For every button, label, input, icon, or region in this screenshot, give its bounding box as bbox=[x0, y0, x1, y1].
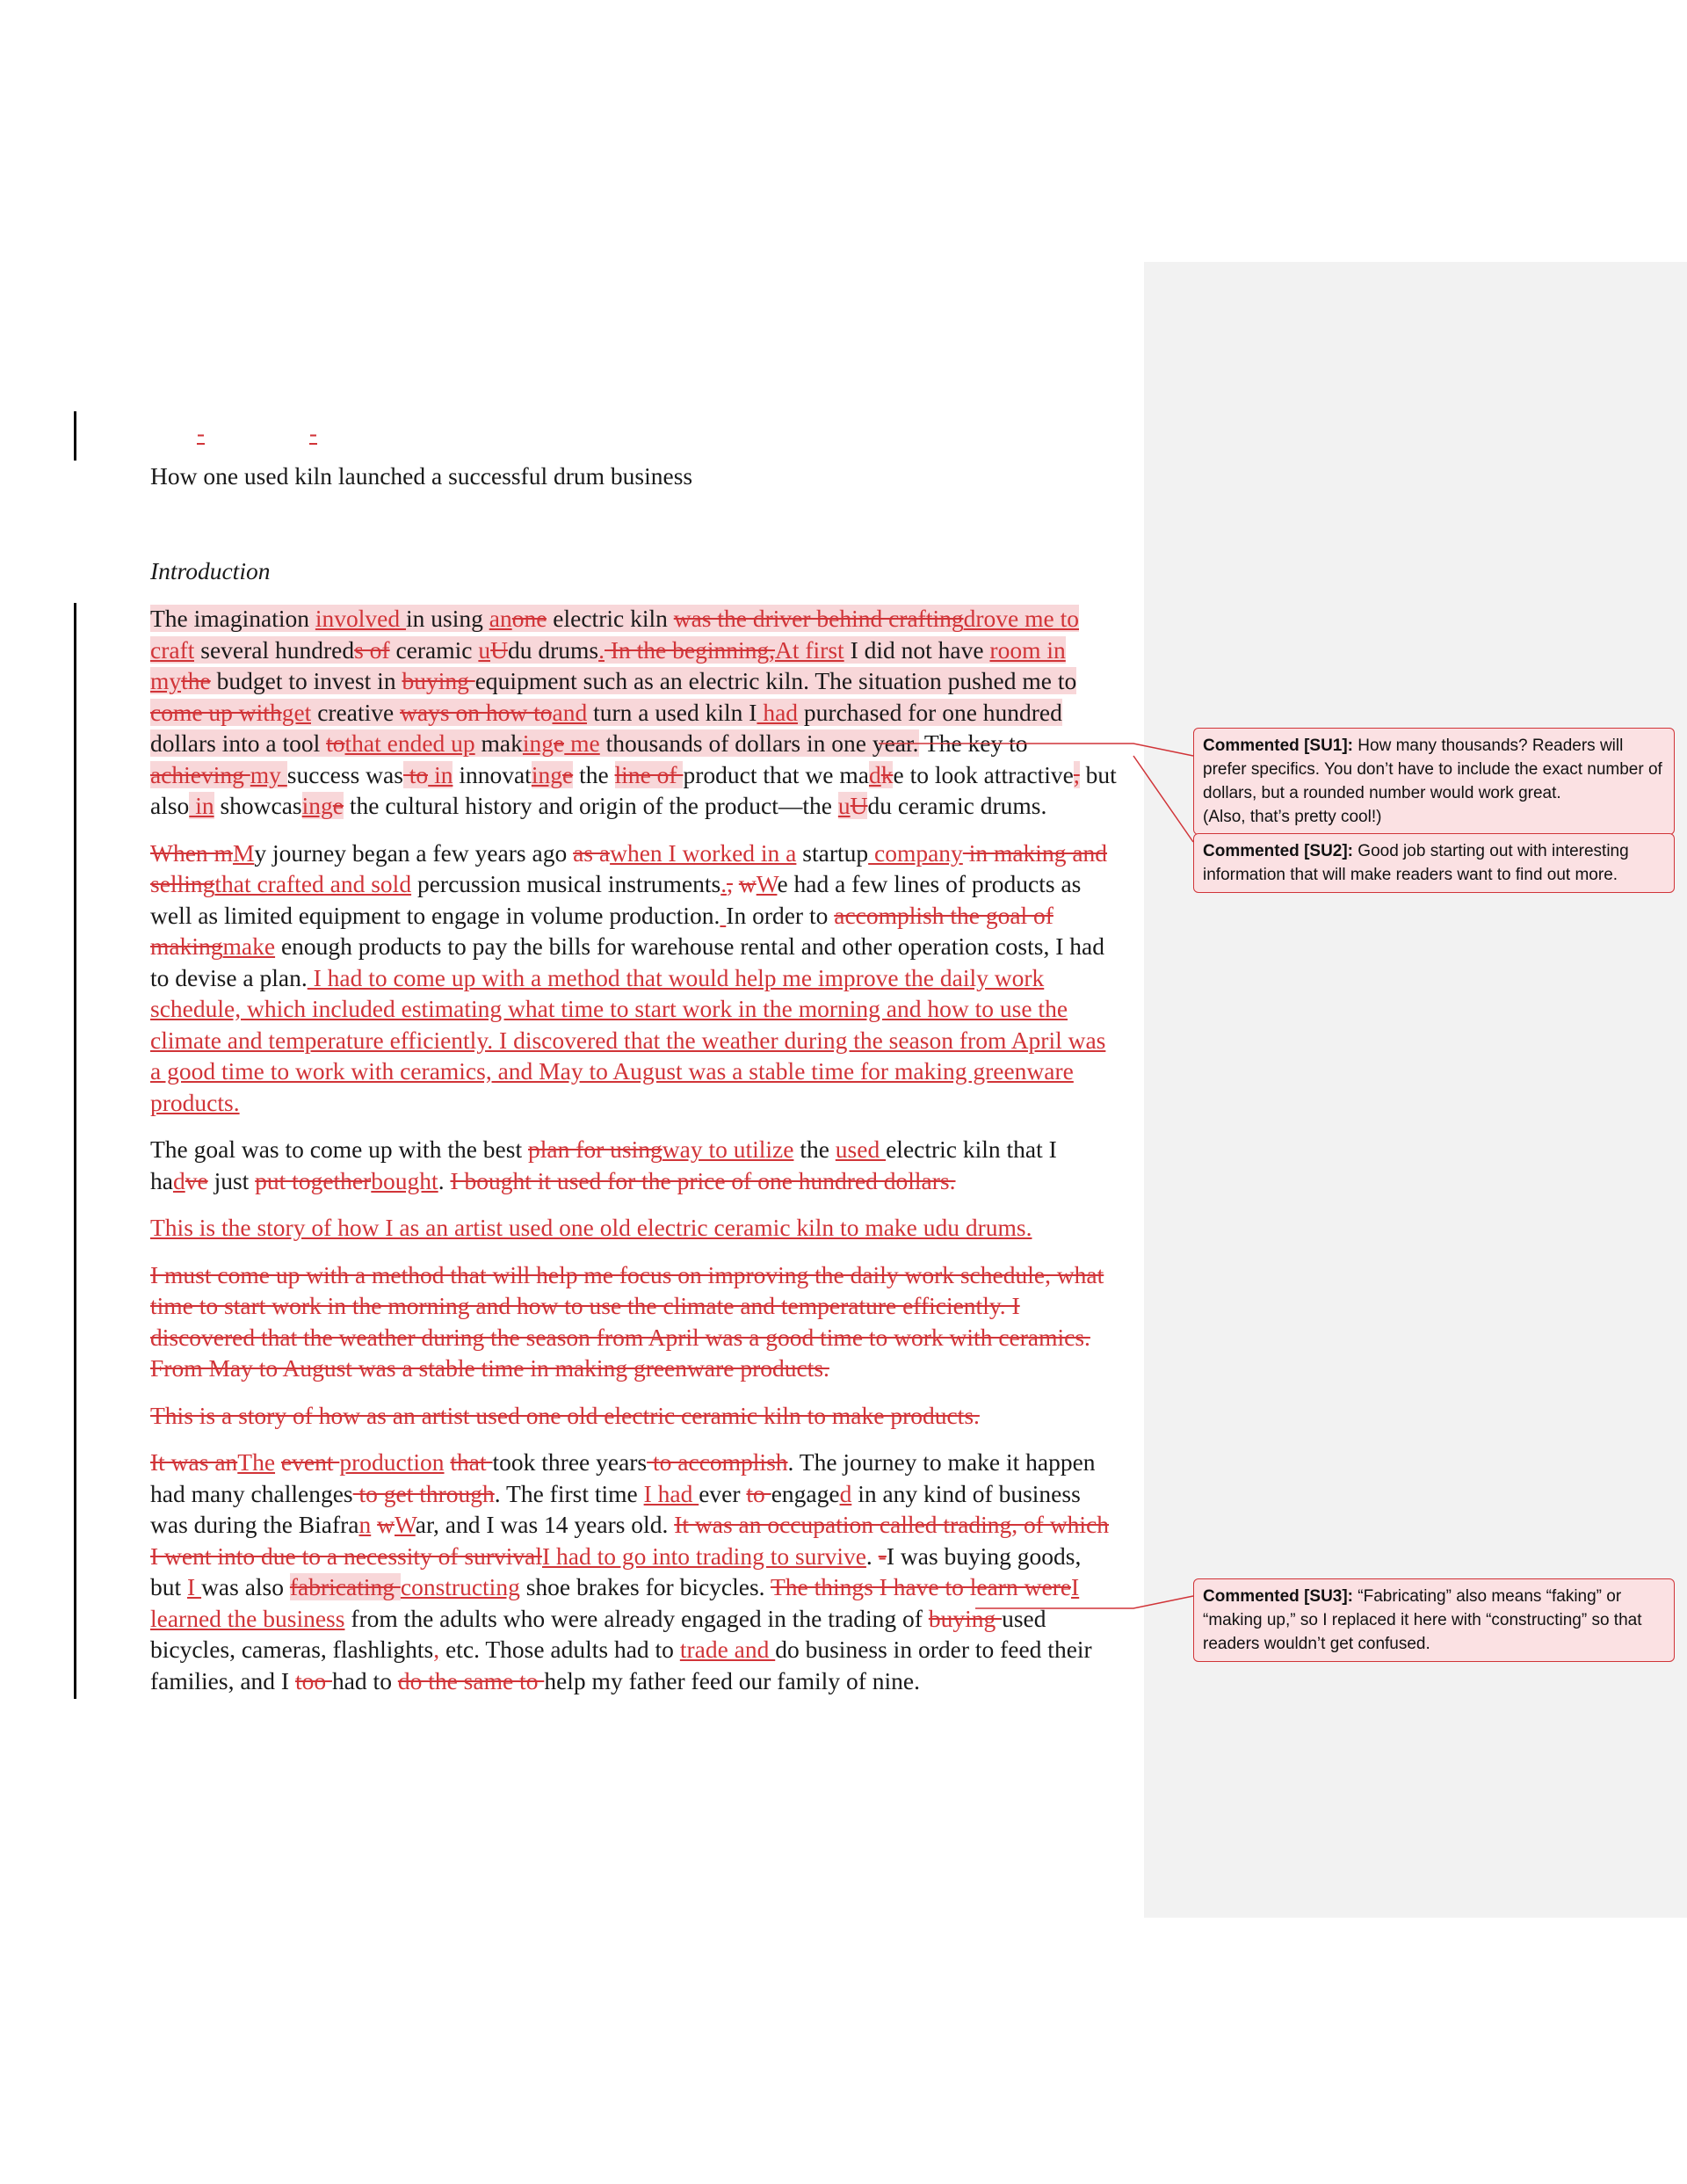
deleted-text: that bbox=[450, 1448, 493, 1476]
text-run: product that we ma bbox=[683, 760, 869, 788]
text-run: but also bbox=[150, 760, 1117, 819]
deleted-text: The things I have to learn were bbox=[770, 1573, 1072, 1600]
inserted-text: and bbox=[552, 698, 588, 726]
inserted-text: I had to come up with a method that would help me improve the daily work schedule, which included estimating what time to start work in the morning and how to use the climate and temperature efficiently. I discovered that the weather during the season from April was a good time to work with ceramics, and May to August was a stable time for making greenware products. bbox=[150, 963, 1106, 1116]
deleted-text: event bbox=[280, 1448, 340, 1476]
text-run: shoe brakes for bicycles. bbox=[519, 1573, 771, 1600]
deleted-text: fabricating bbox=[289, 1573, 401, 1600]
deleted-text: to accomplish bbox=[647, 1448, 788, 1476]
text-run: took three years bbox=[492, 1448, 648, 1476]
text-run: the cultural history and origin of the product—the bbox=[344, 792, 838, 819]
inserted-text: when I worked in a bbox=[610, 838, 797, 867]
comment-text: Good job starting out with interesting information that will make readers want to find out more. bbox=[1203, 842, 1629, 884]
deleted-text: achieving bbox=[150, 760, 250, 788]
paragraph-4: This is the story of how I as an artist used one old electric ceramic kiln to make udu drums. bbox=[150, 1214, 1032, 1241]
inserted-text: W bbox=[395, 1511, 416, 1538]
deleted-text: accomplish the goal of making bbox=[150, 901, 1053, 960]
text-run: in using bbox=[406, 605, 489, 632]
inserted-text: me bbox=[564, 729, 600, 757]
inserted-text: drove me to craft bbox=[150, 605, 1079, 664]
deleted-text: to bbox=[746, 1479, 771, 1507]
deleted-text: w bbox=[377, 1511, 395, 1538]
deleted-text: , bbox=[1073, 760, 1080, 788]
inserted-text: constructing bbox=[400, 1573, 520, 1600]
text-run: engage bbox=[771, 1479, 840, 1507]
inserted-text: room in my bbox=[150, 635, 1066, 694]
text-run: . The journey to make it happen had many challenges bbox=[150, 1448, 1096, 1507]
text-run: in one year. bbox=[800, 729, 919, 757]
deleted-text: in making and selling bbox=[150, 838, 1108, 897]
deleted-text: put together bbox=[255, 1166, 372, 1194]
deleted-text: U bbox=[490, 635, 508, 664]
inserted-text: , bbox=[433, 1636, 440, 1663]
deleted-text: plan for using bbox=[527, 1136, 662, 1163]
inserted-text: u bbox=[837, 792, 851, 819]
text-run: In order to bbox=[726, 901, 835, 929]
inserted-text: W bbox=[756, 870, 778, 897]
inserted-text: ing bbox=[522, 729, 554, 757]
inserted-text: At first bbox=[775, 635, 844, 664]
text-run: innovat bbox=[453, 760, 532, 788]
text-run: from the adults who were already engaged in the trading of bbox=[344, 1604, 929, 1632]
deleted-text: was the driver behind crafting bbox=[673, 605, 964, 632]
deleted-text: I bought it used for the price of one hundred dollars. bbox=[450, 1166, 956, 1194]
text-run: mak bbox=[474, 729, 523, 757]
inserted-text: ing bbox=[531, 760, 562, 788]
paragraph-5: I must come up with a method that will help me focus on improving the daily work schedule, what time to start work in the morning and how to use the climate and temperature efficiently. I discovered that the weather during the season from April was a good time to work with ceramics. From May to August was a stable time in making greenware products. bbox=[150, 1260, 1104, 1382]
comment-text: How many thousands? Readers will prefer specifics. You don’t have to include the exact number of dollars, but a rounded number would work great. bbox=[1203, 736, 1662, 802]
inserted-text: my bbox=[250, 760, 287, 788]
inserted-text: an bbox=[489, 605, 512, 632]
inserted-text: way to utilize bbox=[662, 1136, 794, 1163]
text-run: creative bbox=[311, 698, 401, 726]
comment-su2[interactable] bbox=[1193, 833, 1675, 893]
comment-label: Commented [SU1]: bbox=[1203, 736, 1354, 755]
text-run: startup bbox=[796, 838, 869, 867]
text-run: showcas bbox=[214, 792, 302, 819]
text-run: The key to bbox=[918, 729, 1028, 757]
deleted-text: ways on how to bbox=[400, 698, 553, 726]
deleted-text: line of bbox=[614, 760, 684, 788]
text-run: The imagination bbox=[150, 605, 315, 632]
inserted-text: I had to go into trading to survive bbox=[542, 1542, 866, 1570]
inserted-text: I learned the business bbox=[150, 1573, 1080, 1632]
text-run: in any kind of business was during the Biafra bbox=[150, 1479, 1081, 1538]
deleted-text: to bbox=[326, 729, 345, 757]
deleted-text: one bbox=[511, 605, 547, 632]
deleted-text: do the same to bbox=[397, 1666, 545, 1694]
text-run: ever bbox=[699, 1479, 747, 1507]
inserted-text: production bbox=[339, 1448, 445, 1476]
inserted-text: used bbox=[835, 1136, 887, 1163]
inserted-text: I bbox=[187, 1573, 202, 1600]
comment-su3[interactable] bbox=[1193, 1578, 1675, 1662]
comment-label: Commented [SU2]: bbox=[1203, 842, 1354, 860]
deleted-text: e bbox=[554, 729, 565, 757]
inserted-text: d bbox=[868, 760, 881, 788]
text-run: du ceramic drums. bbox=[867, 792, 1047, 819]
deleted-text: - bbox=[878, 1542, 887, 1570]
revision-mark: - bbox=[309, 420, 317, 446]
text-run: equipment such as an electric kiln. The situation pushed me to bbox=[474, 667, 1077, 694]
text-run: the bbox=[793, 1136, 836, 1163]
inserted-text: in bbox=[189, 792, 214, 819]
deleted-text: buying bbox=[402, 667, 475, 694]
text-run: was also bbox=[201, 1573, 290, 1600]
text-run: du drums bbox=[508, 635, 599, 664]
text-run: y journey began a few years ago bbox=[254, 838, 574, 867]
text-run: ar, and I was 14 years old. bbox=[415, 1511, 675, 1538]
deleted-text: to bbox=[402, 760, 429, 788]
inserted-text: M bbox=[232, 838, 255, 867]
text-run: e to look attractive bbox=[893, 760, 1074, 788]
inserted-text: I had bbox=[643, 1479, 699, 1507]
inserted-text: had bbox=[757, 698, 799, 726]
inserted-text: in bbox=[428, 760, 453, 788]
text-run: thousands of dollars bbox=[599, 729, 801, 757]
inserted-text: company bbox=[868, 838, 963, 867]
deleted-text: as a bbox=[573, 838, 611, 867]
inserted-text: The bbox=[237, 1448, 276, 1476]
deleted-text: k bbox=[880, 760, 894, 788]
revision-mark: - bbox=[197, 420, 205, 446]
text-run: the bbox=[573, 760, 615, 788]
deleted-text: It was an occupation called trading, of which I went into due to a necessity of survival bbox=[150, 1511, 1110, 1570]
text-run: budget to invest in bbox=[210, 667, 402, 694]
inserted-text: bought bbox=[371, 1166, 438, 1194]
text-run: I was buying goods, but bbox=[150, 1542, 1082, 1600]
comment-su1[interactable] bbox=[1193, 728, 1675, 835]
inserted-text: make bbox=[222, 932, 276, 960]
text-run: purchased for one hundred dollars into a tool bbox=[150, 698, 1062, 757]
text-run: etc. Those adults had to bbox=[439, 1636, 680, 1663]
inserted-text: n bbox=[358, 1511, 372, 1538]
text-run: success was bbox=[286, 760, 403, 788]
deleted-text: the bbox=[181, 667, 211, 694]
deleted-text: to get through bbox=[352, 1479, 495, 1507]
text-run: turn a used kiln I bbox=[587, 698, 757, 726]
text-run: used bicycles, cameras, flashlights bbox=[150, 1604, 1046, 1663]
deleted-text: U bbox=[850, 792, 868, 819]
inserted-text: that ended up bbox=[344, 729, 475, 757]
inserted-text: that crafted and sold bbox=[214, 870, 412, 897]
text-run: several hundred bbox=[194, 635, 355, 664]
deleted-text: w bbox=[738, 870, 757, 897]
inserted-text: . bbox=[598, 635, 605, 664]
text-run: The goal was to come up with the best bbox=[150, 1136, 528, 1163]
inserted-text: u bbox=[478, 635, 491, 664]
deleted-text: too bbox=[294, 1666, 332, 1694]
text-run: electric kiln that I ha bbox=[150, 1136, 1057, 1194]
deleted-text: e bbox=[332, 792, 344, 819]
text-run: help my father feed our family of nine. bbox=[544, 1666, 920, 1694]
inserted-text: d bbox=[172, 1166, 185, 1194]
inserted-text: ing bbox=[301, 792, 333, 819]
document-title: How one used kiln launched a successful drum business bbox=[150, 462, 693, 490]
text-run: . The first time bbox=[494, 1479, 644, 1507]
deleted-text: buying bbox=[928, 1604, 1003, 1632]
inserted-text: d bbox=[839, 1479, 852, 1507]
deleted-text: e bbox=[561, 760, 574, 788]
text-run: ceramic bbox=[389, 635, 479, 664]
text-run: electric kiln bbox=[547, 605, 674, 632]
deleted-text: In the beginning, bbox=[605, 635, 775, 664]
inserted-text: get bbox=[281, 698, 312, 726]
deleted-text: come up with bbox=[150, 698, 282, 726]
inserted-text: trade and bbox=[679, 1636, 776, 1663]
text-run: just bbox=[207, 1166, 256, 1194]
deleted-text: When m bbox=[150, 838, 233, 867]
paragraph-6: This is a story of how as an artist used one old electric ceramic kiln to make products. bbox=[150, 1401, 980, 1429]
text-run: . bbox=[865, 1542, 879, 1570]
text-run: enough products to pay the bills for warehouse rental and other operation costs, I had to devise a plan. bbox=[150, 932, 1104, 991]
text-run: . bbox=[438, 1166, 451, 1194]
comment-label: Commented [SU3]: bbox=[1203, 1587, 1354, 1606]
comment-text: “Fabricating” also means “faking” or “making up,” so I replaced it here with “constructing” so that readers wouldn’t get confused. bbox=[1203, 1587, 1642, 1653]
text-run: e had a few lines of products as well as limited equipment to engage in volume production. bbox=[150, 870, 1082, 929]
inserted-text: involved bbox=[315, 605, 406, 632]
comment-text-extra: (Also, that’s pretty cool!) bbox=[1203, 808, 1382, 826]
deleted-text: ve bbox=[185, 1166, 208, 1194]
deleted-text: s of bbox=[354, 635, 390, 664]
section-heading: Introduction bbox=[150, 557, 271, 584]
text-run: percussion musical instruments bbox=[411, 870, 721, 897]
inserted-text: . bbox=[720, 870, 728, 897]
text-run: I did not have bbox=[844, 635, 990, 664]
text-run: had to bbox=[331, 1666, 398, 1694]
deleted-text: It was an bbox=[150, 1448, 238, 1476]
text-run: do business in order to feed their families, and I bbox=[150, 1636, 1092, 1694]
deleted-text: , bbox=[727, 870, 733, 897]
